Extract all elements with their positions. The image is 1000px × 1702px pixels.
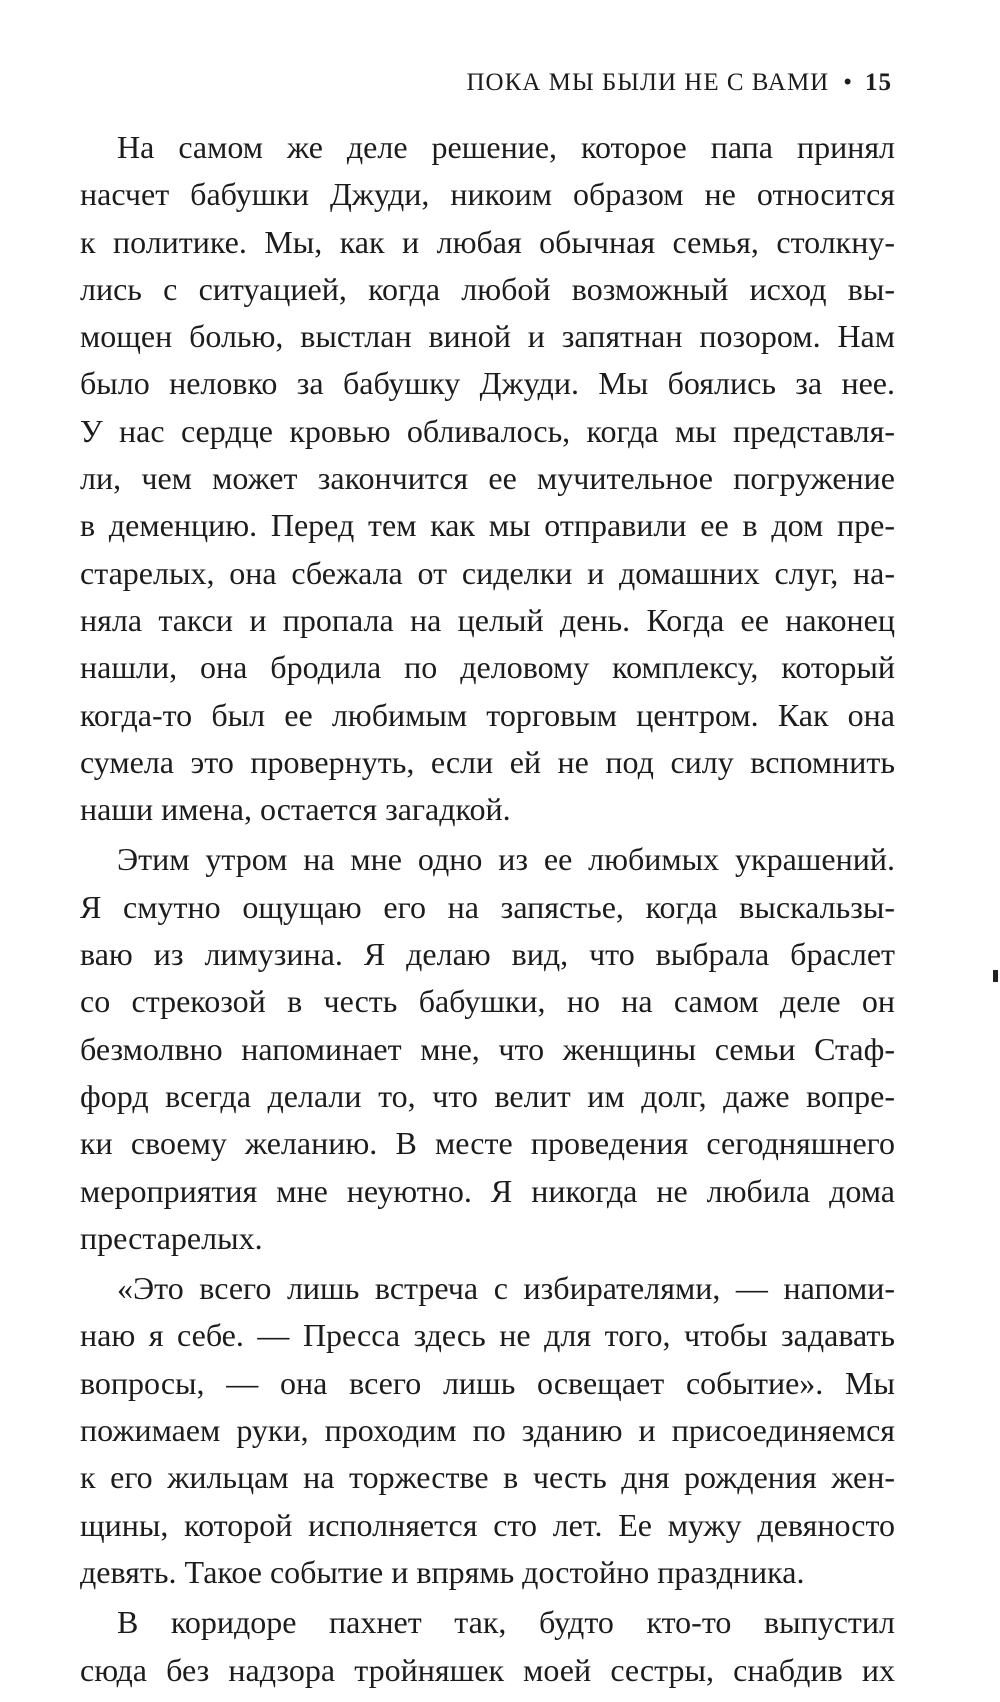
text-line: безмолвно напоминает мне, что женщины семьи Стаф- — [80, 1030, 895, 1067]
text-line: ли, чем может закончится ее мучительное погружение — [80, 460, 895, 497]
text-line: престарелых. — [80, 1219, 263, 1256]
text-line: сумела это провернуть, если ей не под силу вспомнить — [80, 743, 895, 780]
book-title: ПОКА МЫ БЫЛИ НЕ С ВАМИ — [466, 69, 830, 96]
text-line: лись с ситуацией, когда любой возможный исход вы- — [80, 270, 895, 307]
text-line: няла такси и пропала на целый день. Когда ее наконец — [80, 601, 895, 638]
text-line: «Это всего лишь встреча с избирателями, — напоми- — [117, 1270, 895, 1307]
text-line: насчет бабушки Джуди, никоим образом не относится — [80, 176, 895, 213]
text-line: щины, которой исполняется сто лет. Ее мужу девяносто — [80, 1506, 895, 1543]
text-line: У нас сердце кровью обливалось, когда мы представля- — [80, 412, 895, 449]
text-line: наши имена, остается загадкой. — [80, 791, 511, 828]
text-line: было неловко за бабушку Джуди. Мы боялись за нее. — [80, 365, 895, 402]
text-line: когда-то был ее любимым торговым центром. Как она — [80, 696, 895, 733]
paragraph-4 — [80, 1599, 895, 1694]
header-separator: • — [843, 69, 853, 96]
paragraph-1 — [80, 124, 895, 833]
text-line: вопросы, — она всего лишь освещает событие». Мы — [80, 1364, 895, 1401]
text-line: старелых, она сбежала от сиделки и домашних слуг, на- — [80, 554, 895, 591]
text-line: ваю из лимузина. Я делаю вид, что выбрала браслет — [80, 936, 895, 973]
text-line: к политике. Мы, как и любая обычная семья, столкну- — [80, 223, 895, 260]
text-line: На самом же деле решение, которое папа принял — [117, 129, 895, 165]
text-line: форд всегда делали то, что велит им долг, даже вопре- — [80, 1077, 895, 1114]
text-line: мероприятия мне неуютно. Я никогда не любила дома — [80, 1172, 895, 1209]
paragraph-2 — [80, 836, 895, 1262]
scan-edge-mark — [993, 970, 998, 982]
text-line: мощен болью, выстлан виной и запятнан позором. Нам — [80, 318, 895, 355]
text-line: Этим утром на мне одно из ее любимых украшений. — [117, 841, 895, 878]
text-line: к его жильцам на торжестве в честь дня рождения жен- — [80, 1459, 895, 1496]
paragraph-3 — [80, 1265, 895, 1596]
text-line: В коридоре пахнет так, будто кто-то выпустил — [117, 1604, 895, 1641]
page-number: 15 — [865, 69, 892, 96]
text-line: пожимаем руки, проходим по зданию и присоединяемся — [80, 1412, 895, 1449]
text-line: в деменцию. Перед тем как мы отправили ее в дом пре- — [80, 507, 895, 544]
text-line: ки своему желанию. В месте проведения сегодняшнего — [80, 1125, 895, 1162]
text-line: нашли, она бродила по деловому комплексу, который — [80, 649, 895, 686]
text-line: сюда без надзора тройняшек моей сестры, снабдив их — [80, 1651, 895, 1688]
text-line: наю я себе. — Пресса здесь не для того, чтобы задавать — [80, 1317, 895, 1354]
text-line: Я смутно ощущаю его на запястье, когда выскальзы- — [80, 888, 895, 925]
body-text — [80, 124, 895, 1694]
text-line: девять. Такое событие и впрямь достойно праздника. — [80, 1553, 805, 1590]
text-line: со стрекозой в честь бабушки, но на самом деле он — [80, 983, 895, 1020]
running-header — [80, 68, 892, 98]
